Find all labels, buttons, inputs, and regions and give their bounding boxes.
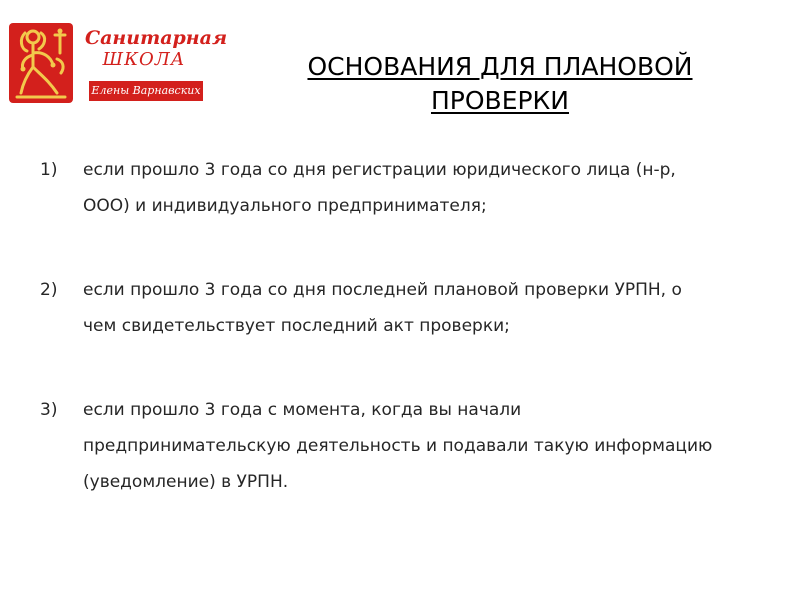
list-item-line: если прошло 3 года с момента, когда вы начали: [83, 400, 522, 420]
logo: [9, 23, 228, 105]
list-item-text: [83, 152, 760, 224]
list-item-line: если прошло 3 года со дня регистрации юридического лица (н-р,: [83, 160, 676, 180]
list-item-line: (уведомление) в УРПН.: [83, 472, 289, 492]
list-item: [40, 272, 760, 344]
page-title-line-1: ОСНОВАНИЯ ДЛЯ ПЛАНОВОЙ: [307, 52, 693, 81]
page-title: [240, 50, 760, 118]
logo-title: Санитарная: [85, 27, 228, 49]
list-item: [40, 152, 760, 224]
emblem-figure-icon: [9, 23, 73, 103]
conditions-list: [40, 152, 760, 548]
logo-banner: Елены Варнавских: [89, 81, 203, 101]
list-item: [40, 392, 760, 500]
logo-subtitle: ШКОЛА: [102, 49, 186, 70]
list-item-number: 2): [40, 280, 58, 300]
list-item-line: ООО) и индивидуального предпринимателя;: [83, 196, 487, 216]
list-item-text: [83, 272, 760, 344]
list-item-number: 3): [40, 400, 58, 420]
list-item-line: чем свидетельствует последний акт проверки;: [83, 316, 510, 336]
list-item-line: предпринимательскую деятельность и подавали такую информацию: [83, 436, 713, 456]
list-item-line: если прошло 3 года со дня последней плановой проверки УРПН, о: [83, 280, 682, 300]
list-item-text: [83, 392, 760, 500]
list-item-number: 1): [40, 160, 58, 180]
page-title-line-2: ПРОВЕРКИ: [430, 86, 570, 115]
